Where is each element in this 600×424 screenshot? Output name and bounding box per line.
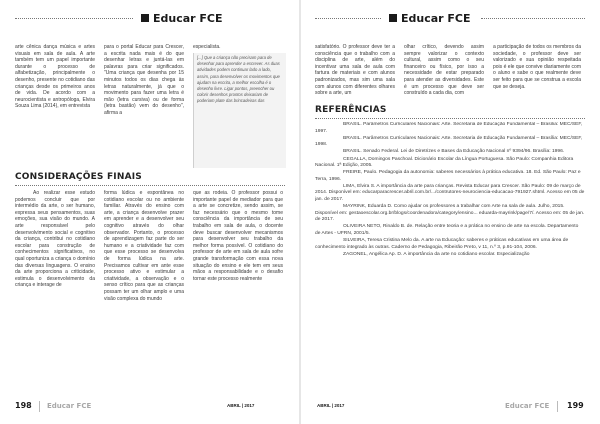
reference-item: LIMA, Elvira S. A importância da arte para crianças. Revista Educar para Crescer. São Paulo: 09 de março de 2014. Disponível em: educarparacrescer.abril.com.br/.../contrutores-neurociencia-educacao-791927.shtml. Acesso em 05 de jan. de 2017.: [315, 183, 585, 202]
right-page-header: [315, 12, 585, 26]
page-number: 198: [15, 401, 32, 410]
paragraph: satisfatório. O professor deve ter a consciência que o trabalho com a disciplina de arte, além do incentivar uma sala de aula com fartura de materiais e com alunos padronizados, mas sim uma sala com alunos com diferentes olhares sobre a arte, um: [315, 44, 395, 97]
section-title-consideracoes: CONSIDERAÇÕES FINAIS: [15, 172, 142, 182]
right-top-column-1: [315, 44, 395, 100]
header-square-icon: [141, 14, 149, 22]
paragraph: que as rodeia. O professor possui o importante papel de mediador para que a arte se concretize, sendo assim, se faz necessário que o mesmo tome consciência da importância de seu trabalho em sala de aula, o docente deve buscar desenvolver mecanismos para desenvolver seu trabalho da melhor forma possível. O cotidiano do professor de arte em sala de aula sofre grande transformação com essa nova situação do ensino e ele tem em seus mãos a responsabilidade e o desafio tornar este processo realmente: [193, 190, 283, 282]
header-dotted-rule: [15, 18, 133, 19]
paragraph: olhar crítico, devendo assim sempre valorizar o contexto cultural, assim como o seu financeiro ou físico, por isso a necessidade de estar preparado para atender as diversidades. Este é um processo que deve ser construído a cada dia, com: [404, 44, 484, 97]
footer-divider: [557, 401, 558, 412]
references-list: [315, 122, 585, 396]
header-dotted-rule: [315, 18, 381, 19]
footer-magazine-title: Educar FCE: [505, 402, 550, 410]
right-top-column-3: [493, 44, 581, 100]
paragraph: a participação de todos os membros da sociedade, o professor deve ser valorizado e sua opinião respeitada pois é ele que convive diariamente com o aluno e sabe o que realmente deve ser feito para que se construa a escola que se deseja.: [493, 44, 581, 90]
reference-item: MAYRINK, Eduarda D. Como ajudar os professores a trabalhar com Arte na sala de aula. Julho, 2015. Disponível em: gestaoescolar.org.br/blogs/coordenadora/category/ensino... eduarda-mayrink/page/7/. Acesso em: 05 de jan. de 2017.: [315, 204, 585, 223]
section-title-referencias: REFERÊNCIAS: [315, 105, 387, 115]
paragraph: arte cênica dança música e artes visuais em sala de aula. A arte também tem um papel importante durante o processo de alfabetização, principalmente o desenho, presente no cotidiano das crianças desde os primeiros anos de vida. De acordo com a neurocientista e antropóloga, Elvira Souza Lima (2014), em entrevista: [15, 44, 95, 110]
left-top-column-1: [15, 44, 95, 166]
section-divider: [15, 185, 285, 186]
right-page: [300, 0, 600, 424]
left-bottom-column-3: [193, 190, 283, 395]
paragraph: para o portal Educar para Crescer, a escrita nada mais é do que desenhar letras e juntá-las em palavras para criar significados. "Uma criança que desenha por 15 minutos todos os dias chega às letras naturalmente, já que o movimento para fazer uma letra é mão (letra cursiva) ou de forma (letra bastão) vem do desenho", afirma a: [104, 44, 184, 116]
paragraph: forma lúdica e espontânea no cotidiano escolar ou no ambiente familiar. Através do ensino com arte, a criança desenvolve prazer em aprender e a desenvolver seu cognitivo através do olhar observador. Portanto, o processo de aprendizagem faz parte do ser humano e a criatividade faz com que esse processo se desenvolva de forma lúdica na arte. Precisamos cultivar em ante esse processo ativo e estimular a criatividade, a observação e o senso crítico para que as crianças possam ter um olhar amplo e uma visão complexa do mundo: [104, 190, 184, 302]
reference-item: FREIRE, Paulo. Pedagogia da autonomia: saberes necessários à prática educativa. 18. Ed. São Paulo: Paz e Terra, 1996.: [315, 170, 581, 182]
reference-item: SILVEIRA, Teresa Cristina Melo da. A arte na Educação: saberes e práticas educativas em uma área de conhecimento integrado às outras. Caderno de Pedagogia, Ribeirão Preto, v 11, n.º 3, p.91-104, 2006.: [315, 238, 569, 250]
reference-item: ZAGONEL, Angélica Ap. D. A importância da arte no cotidiano escolar. Especialização: [343, 251, 530, 257]
left-top-column-3: [193, 44, 285, 52]
quote-box: [193, 53, 286, 168]
reference-item: BRASIL. Senado Federal. Lei de Diretrizes e Bases da Educação Nacional nº 9394/96. Brasília: 1996.: [343, 149, 565, 155]
header-square-icon: [389, 14, 397, 22]
header-magazine-title: Educar FCE: [153, 12, 223, 25]
section-divider: [315, 118, 585, 119]
paragraph: especialista.: [193, 44, 221, 50]
footer-divider: [39, 401, 40, 412]
header-dotted-rule: [481, 18, 585, 19]
reference-item: BRASIL. Parâmetros Curriculares Nacionais: Arte. Secretaria de Educação Fundamental – Brasília: MEC/SEF, 1998.: [315, 135, 583, 148]
right-top-column-2: [404, 44, 484, 100]
left-bottom-column-2: [104, 190, 184, 395]
footer-date: ABRIL | 2017: [317, 402, 345, 408]
right-page-footer: [315, 401, 595, 413]
header-magazine-title: Educar FCE: [401, 12, 471, 25]
reference-item: BRASIL. Parâmetros Curriculares Nacionais: Arte. Secretaria de Educação Fundamental – Brasília: MEC/SEF, 1997.: [315, 122, 583, 134]
left-page-header: [15, 12, 285, 26]
left-top-column-2: [104, 44, 184, 166]
left-bottom-column-1: [15, 190, 95, 395]
footer-magazine-title: Educar FCE: [47, 402, 92, 410]
footer-date: ABRIL | 2017: [227, 402, 255, 408]
quote-text: [...] Que a criança não precisam para de desenhar para aprender a escrever. As duas atividades podem continuar lado a lado, assim, para desenvolver os movimentos que ajudam na escrita, a melhor escolha é o desenho livre. Ligar pontos, preencher ou colorir desenhos prontos deixariam de poderiam plate das brincadeiras das: [197, 55, 280, 104]
paragraph: Ao realizar esse estudo podemos concluir que por intermédio da arte, o ser humano, expressa seus pensamentos, suas emoções, sua visão do mundo. A arte responsável pelo desenvolvimento social e cognitivo da criança, contribui no cotidiano escolar para construção de conhecimentos significativos, no qual oportuniza a criança o domínio das diversas linguagens. O ensino da arte proporciona a criticidade, estimula o desenvolvimento da criança e interage de: [15, 190, 95, 289]
page-number: 199: [567, 401, 584, 410]
reference-item: CEGALLA, Domingos Paschoal. Dicionário Escolar da Língua Portuguesa. São Paulo: Companhia Editora Nacional. 1ª Edição, 2005.: [315, 156, 574, 169]
left-page-footer: [15, 401, 295, 413]
reference-item: OLIVEIRA NETO, Rinaldo B. de. Relação entre teoria e a prática no ensino de arte na escola. Departamento de Artes - UFRN, 2001/5.: [315, 224, 579, 236]
